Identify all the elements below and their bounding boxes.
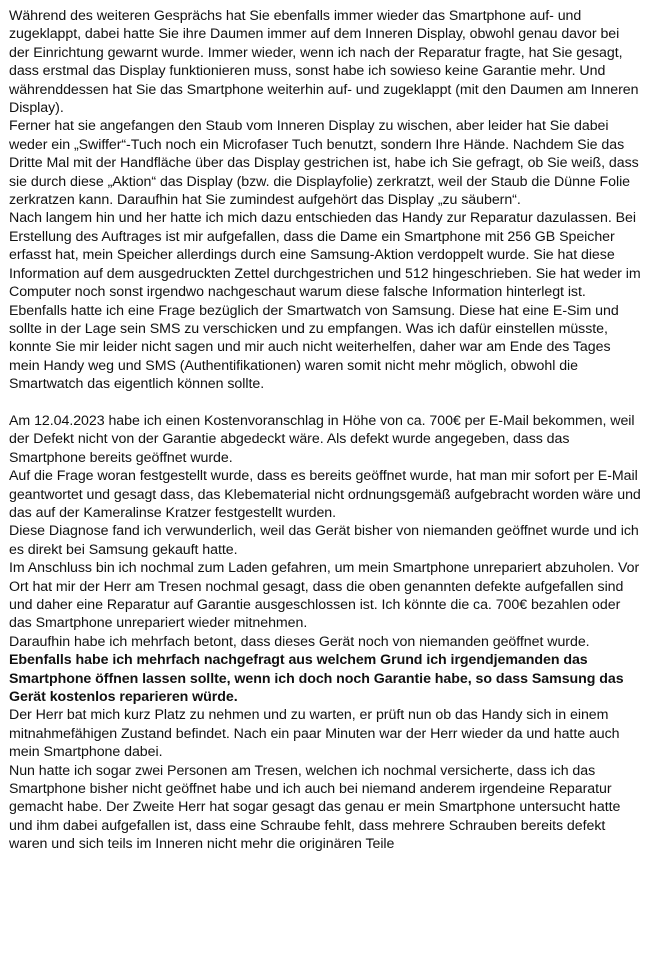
paragraph-bold-warranty-question: Ebenfalls habe ich mehrfach nachgefragt aus welchem Grund ich irgendjemanden das Smartphone öffnen lassen sollte, wenn ich doch noch Garantie habe, so dass Samsung das Gerät kostenlos reparieren würde.: [9, 652, 624, 706]
paragraph-dust-wiping: Ferner hat sie angefangen den Staub vom Inneren Display zu wischen, aber leider hat Sie dabei weder ein „Swiffer“-Tuch noch ein Microfaser Tuch benutzt, sondern Ihre Hände. Nachdem Sie das Dritte Mal mit der Handfläche über das Display gestrichen ist, habe ich Sie gefragt, ob Sie weiß, dass sie durch diese „Aktion“ das Display (bzw. die Displayfolie) zerkratzt, weil der Staub die Dünne Folie zerkratzen kann. Daraufhin hat Sie zumindest aufgehört das Display „zu säubern“.: [9, 118, 639, 209]
paragraph-smartwatch: Ebenfalls hatte ich eine Frage bezüglich der Smartwatch von Samsung. Diese hat eine E-Sim und sollte in der Lage sein SMS zu verschicken und zu empfangen. Was ich dafür einstellen müsste, konnte Sie mir leider nicht sagen und mir auch nicht weiterhelfen, daher war am Ende des Tages mein Handy weg und SMS (Authentifikationen) waren somit nicht mehr möglich, obwohl die Smartwatch das eigentlich können sollte.: [9, 302, 619, 393]
paragraph-repair-order: Nach langem hin und her hatte ich mich dazu entschieden das Handy zur Reparatur dazulassen. Bei Erstellung des Auftrages ist mir aufgefallen, dass die Dame ein Smartphone mit 256 GB Speicher erfasst hat, mein Speicher allerdings durch eine Samsung-Aktion verdoppelt wurde. Sie hat diese Information auf dem ausgedruckten Zettel durchgestrichen und 512 hingeschrieben. Sie hat weder im Computer noch sonst irgendwo nachgeschaut warum diese falsche Information hinterlegt ist.: [9, 210, 641, 301]
paragraph-emphasis-not-opened: Daraufhin habe ich mehrfach betont, dass dieses Gerät noch von niemanden geöffnet wurde.: [9, 633, 590, 650]
paragraph-email-answer: Auf die Frage woran festgestellt wurde, dass es bereits geöffnet wurde, hat man mir sofort per E-Mail geantwortet und gesagt dass, das Klebematerial nicht ordnungsgemäß aufgebracht worden wäre und das auf der Kameralinse Kratzer festgestellt wurden.: [9, 468, 641, 521]
paragraph-waiting: Der Herr bat mich kurz Platz zu nehmen und zu warten, er prüft nun ob das Handy sich in einem mitnahmefähigen Zustand befindet. Nach ein paar Minuten war der Herr wieder da und hatte auch mein Smartphone dabei.: [9, 707, 620, 761]
paragraph-two-persons: Nun hatte ich sogar zwei Personen am Tresen, welchen ich nochmal versicherte, dass ich das Smartphone bisher nicht geöffnet habe und ich auch bei niemand anderem irgendeine Reparatur gemacht habe. Der Zweite Herr hat sogar gesagt das genau er mein Smartphone untersucht hatte und ihm dabei aufgefallen ist, dass eine Schraube fehlt, dass mehrere Schrauben bereits defekt waren und sich teils im Inneren nicht mehr die originären Teile: [9, 762, 621, 853]
paragraph-pickup-visit: Im Anschluss bin ich nochmal zum Laden gefahren, um mein Smartphone unrepariert abzuholen. Vor Ort hat mir der Herr am Tresen nochmal gesagt, dass die oben genannten defekte aufgefallen sind und daher eine Reparatur auf Garantie ausgeschlossen ist. Ich könnte die ca. 700€ bezahlen oder das Smartphone unrepariert wieder mitnehmen.: [9, 560, 640, 632]
paragraph-staff-handling-display: Während des weiteren Gesprächs hat Sie ebenfalls immer wieder das Smartphone auf- und zugeklappt, dabei hatte Sie ihre Daumen immer auf dem Inneren Display, obwohl genau davor bei der Einrichtung gewarnt wurde. Immer wieder, wenn ich nach der Reparatur fragte, hat Sie gesagt, dass erstmal das Display funktionieren muss, sonst habe ich sowieso keine Garantie mehr. Und währenddessen hat Sie das Smartphone weiterhin auf- und zugeklappt (mit den Daumen am Inneren Display).: [9, 8, 639, 117]
paragraph-diagnosis: Diese Diagnose fand ich verwunderlich, weil das Gerät bisher von niemanden geöffnet wurde und ich es direkt bei Samsung gekauft hatte.: [9, 523, 639, 558]
paragraph-gap: [9, 394, 641, 412]
paragraph-cost-estimate: Am 12.04.2023 habe ich einen Kostenvoranschlag in Höhe von ca. 700€ per E-Mail bekommen, weil der Defekt nicht von der Garantie abgedeckt wäre. Als defekt wurde angegeben, dass das Smartphone bereits geöffnet wurde.: [9, 412, 635, 466]
